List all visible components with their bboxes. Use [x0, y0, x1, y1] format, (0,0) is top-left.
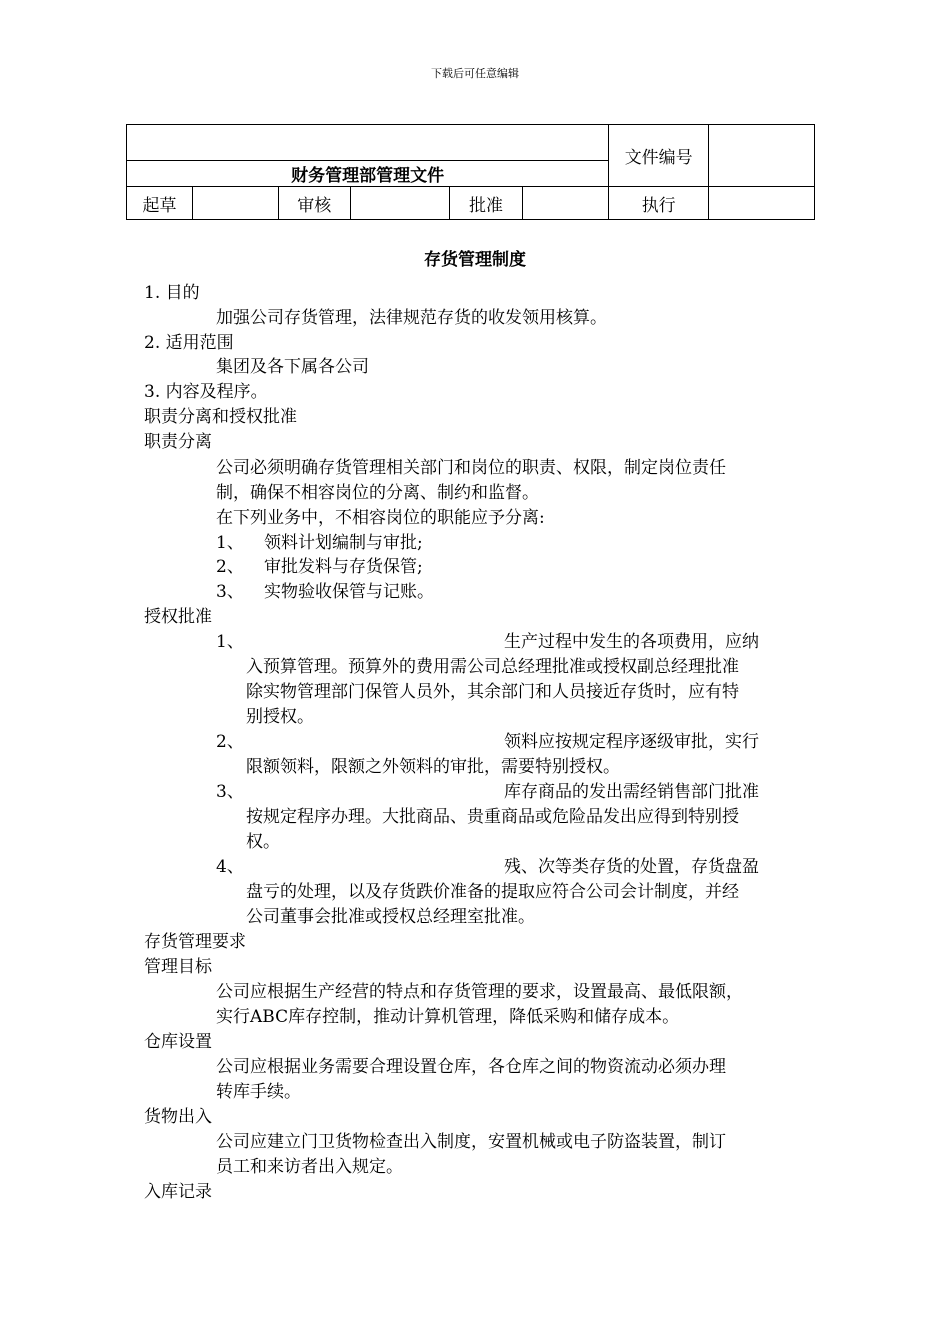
paragraph-line: 公司应根据生产经营的特点和存货管理的要求，设置最高、最低限额，: [216, 982, 743, 1002]
subsection-heading: 货物出入: [144, 1107, 212, 1127]
paragraph-line: 在下列业务中，不相容岗位的职能应予分离:: [216, 508, 545, 528]
subsection-heading: 职责分离: [144, 432, 212, 452]
department-document-title: 财务管理部管理文件: [127, 161, 609, 187]
list-number: 2、: [216, 732, 244, 752]
paragraph-line: 别授权。: [246, 707, 314, 727]
subsection-heading: 入库记录: [144, 1182, 212, 1202]
document-header-table: [126, 124, 815, 220]
list-item: 实物验收保管与记账。: [264, 582, 434, 602]
paragraph-line: 入预算管理。预算外的费用需公司总经理批准或授权副总经理批准: [246, 657, 739, 677]
paragraph-line: 员工和来访者出入规定。: [216, 1157, 403, 1177]
draft-label: 起草: [127, 187, 193, 220]
list-item: 审批发料与存货保管;: [264, 557, 423, 577]
execute-label: 执行: [609, 187, 709, 220]
paragraph-line: 制，确保不相容岗位的分离、制约和监督。: [216, 483, 539, 503]
subsection-heading: 职责分离和授权批准: [144, 407, 297, 427]
list-item: 领料计划编制与审批;: [264, 533, 423, 553]
paragraph-line: 权。: [246, 832, 280, 852]
subsection-heading: 仓库设置: [144, 1032, 212, 1052]
list-number: 4、: [216, 857, 244, 877]
list-number: 3、: [216, 582, 244, 602]
file-number-value: [709, 125, 815, 187]
list-number: 1、: [216, 533, 244, 553]
paragraph-line: 领料应按规定程序逐级审批，实行: [504, 732, 759, 752]
paragraph-line: 公司必须明确存货管理相关部门和岗位的职责、权限，制定岗位责任: [216, 458, 726, 478]
paragraph-line: 残、次等类存货的处置，存货盘盈: [504, 857, 759, 877]
paragraph-line: 公司董事会批准或授权总经理室批准。: [246, 907, 535, 927]
list-number: 3、: [216, 782, 244, 802]
paragraph-line: 公司应根据业务需要合理设置仓库，各仓库之间的物资流动必须办理: [216, 1057, 726, 1077]
paragraph-line: 公司应建立门卫货物检查出入制度，安置机械或电子防盗装置，制订: [216, 1132, 726, 1152]
paragraph-line: 生产过程中发生的各项费用，应纳: [504, 632, 759, 652]
review-label: 审核: [278, 187, 350, 220]
paragraph-line: 转库手续。: [216, 1082, 301, 1102]
page-title: 存货管理制度: [424, 250, 526, 270]
draft-value: [192, 187, 278, 220]
review-value: [350, 187, 449, 220]
execute-value: [709, 187, 815, 220]
paragraph-line: 盘亏的处理，以及存货跌价准备的提取应符合公司会计制度，并经: [246, 882, 739, 902]
list-number: 1、: [216, 632, 244, 652]
subsection-heading: 授权批准: [144, 607, 212, 627]
approve-label: 批准: [449, 187, 523, 220]
section-heading: 2. 适用范围: [144, 333, 234, 353]
header-blank-cell: [127, 125, 609, 161]
paragraph-line: 限额领料，限额之外领料的审批，需要特别授权。: [246, 757, 620, 777]
paragraph-line: 除实物管理部门保管人员外，其余部门和人员接近存货时，应有特: [246, 682, 739, 702]
approve-value: [523, 187, 609, 220]
paragraph-line: 集团及各下属各公司: [216, 357, 369, 377]
paragraph-line: 加强公司存货管理，法律规范存货的收发领用核算。: [216, 308, 607, 328]
subsection-heading: 管理目标: [144, 957, 212, 977]
paragraph-line: 按规定程序办理。大批商品、贵重商品或危险品发出应得到特别授: [246, 807, 739, 827]
paragraph-line: 实行ABC库存控制，推动计算机管理，降低采购和储存成本。: [216, 1007, 680, 1027]
list-number: 2、: [216, 557, 244, 577]
header-note: 下载后可任意编辑: [431, 67, 519, 80]
paragraph-line: 库存商品的发出需经销售部门批准: [504, 782, 759, 802]
section-heading: 3. 内容及程序。: [144, 382, 268, 402]
section-heading: 1. 目的: [144, 283, 200, 303]
subsection-heading: 存货管理要求: [144, 932, 246, 952]
file-number-label: 文件编号: [609, 125, 709, 187]
